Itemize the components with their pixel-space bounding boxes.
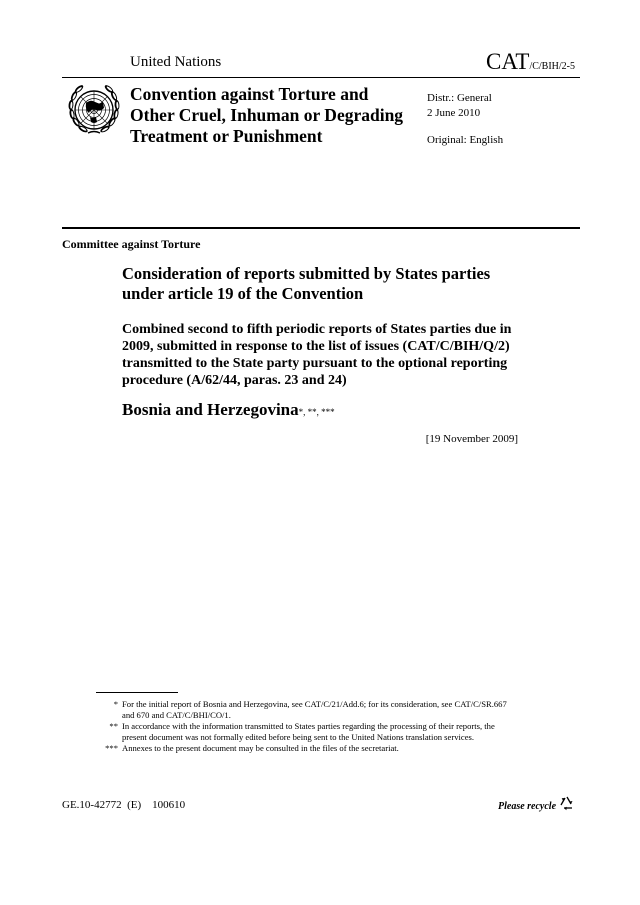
convention-title: Convention against Torture and Other Cruel, Inhuman or Degrading Treatment or Punishment	[130, 84, 404, 146]
footnote-rule	[96, 692, 178, 693]
organization-name: United Nations	[130, 54, 222, 70]
document-metadata	[427, 91, 503, 148]
footnotes	[96, 699, 516, 754]
footnote-text: Annexes to the present document may be consulted in the files of the secretariat.	[122, 743, 399, 753]
distribution-status: Distr.: General	[427, 92, 492, 104]
document-symbol	[486, 49, 575, 75]
committee-name: Committee against Torture	[62, 237, 201, 251]
report-date: [19 November 2009]	[425, 433, 518, 445]
recycle-notice	[498, 794, 578, 820]
symbol-main: CAT	[486, 49, 530, 74]
document-number: GE.10-42772 (E) 100610	[62, 799, 186, 811]
issue-date: 2 June 2010	[427, 107, 481, 119]
symbol-suffix: /C/BIH/2-5	[529, 61, 576, 72]
footnote-text: In accordance with the information transmitted to States parties regarding the processing of their reports, the present document was not formally edited before being sent to the United Nations translation services.	[122, 721, 495, 742]
original-language: Original: English	[427, 134, 504, 146]
sub-heading: Combined second to fifth periodic reports of States parties due in 2009, submitted in response to the list of issues (CAT/C/BIH/Q/2) transmitted to the State party pursuant to the optional reporting procedure (A/62/44, paras. 23 and 24)	[122, 322, 512, 388]
footnote	[96, 721, 516, 743]
country-name: Bosnia and Herzegovina	[122, 400, 299, 419]
footnote-text: For the initial report of Bosnia and Herzegovina, see CAT/C/21/Add.6; for its consideration, see CAT/C/SR.667 and 670 and CAT/C/BHI/CO/1.	[122, 699, 507, 720]
footnote-marker: *	[113, 699, 118, 709]
footnote-marker: ***	[105, 743, 118, 753]
recycle-text: Please recycle	[498, 801, 557, 812]
footnote-marks: *, **, ***	[298, 407, 335, 417]
footnote	[96, 699, 516, 721]
footnote-marker: **	[109, 721, 118, 731]
country-heading	[122, 400, 335, 420]
un-emblem-icon	[66, 82, 122, 138]
footnote	[96, 743, 516, 754]
header-rule	[62, 77, 580, 78]
section-rule	[62, 227, 580, 229]
recycle-icon	[556, 794, 578, 816]
main-heading: Consideration of reports submitted by States parties under article 19 of the Convention	[122, 264, 491, 303]
